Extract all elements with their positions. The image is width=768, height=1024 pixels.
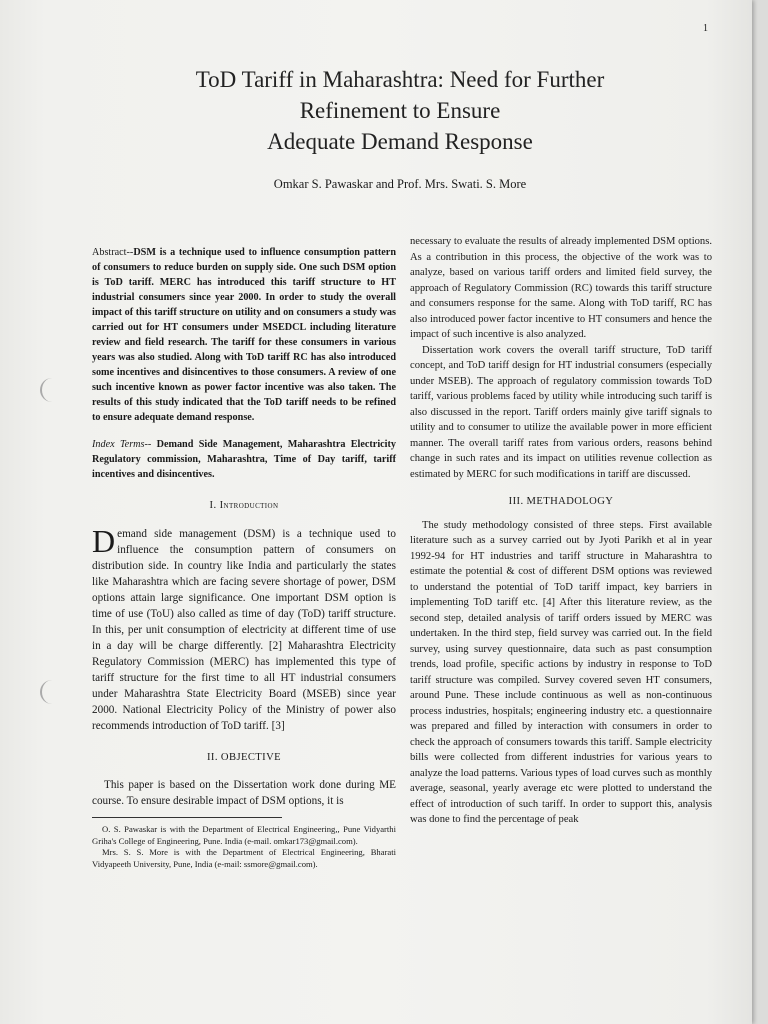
objective-paragraph-1: This paper is based on the Dissertation work done during ME course. To ensure desirable impact of DSM options, it is — [92, 779, 396, 807]
index-terms — [92, 437, 396, 482]
abstract-label: Abstract-- — [92, 247, 134, 258]
methodology-paragraph: The study methodology consisted of three steps. First available literature such as a survey carried out by Jyoti Parikh et al in year 1992-94 for HT industries and tariff structure in Maharashtra to estimate the potential & cost of different DSM options was reviewed to understand the potential of ToD tariff impact, key barriers in implementing ToD tariff etc. [4] After this literature review, as the second step, detailed analysis of tariff orders issued by MERC was undertaken. In the third step, field survey was carried out. In the field survey, using survey questionnaire, data such as past consumption trends, load profile, specific actions by industry in response to ToD tariff structure was compiled. Survey covered seven HT consumers, around Pune. These include continuous as well as non-continuous process industries, hospitals; engineering industry etc. a questionnaire was prepared and filled by interaction with consumers in order to check the approach of consumers towards this tariff. Sample electricity bills were collected from different industries for various years to analyze the load patterns. Various types of load curves such as monthly average, seasonal, yearly average etc were plotted to understand the effect of introduction of such tariff. In order to support this, analysis was done to find the percentage of peak — [410, 519, 712, 825]
introduction-text: emand side management (DSM) is a technique used to influence the consumption pattern of consumers on distribution side. In country like India and particularly the states like Maharashtra which are facing severe shortage of power, DSM options attain large significance. One important DSM option is time of use (ToU) also called as time of day (ToD) tariff structure. In this, per unit consumption of electricity at different time of use in a day will be charge differently. [2] Maharashtra Electricity Regulatory Commission (MERC) has implemented this type of tariff structure for the first time to all HT industrial consumers under Maharashtra State Electricity Board (MSEB) since year 2000. National Electricity Policy of the Ministry of power also recommends introduction of ToD tariff. [3] — [92, 527, 396, 732]
title-line-1: ToD Tariff in Maharashtra: Need for Further — [195, 67, 605, 92]
punch-hole-mark — [40, 680, 60, 704]
paper-authors: Omkar S. Pawaskar and Prof. Mrs. Swati. S. More — [273, 177, 527, 191]
footnote-1: O. S. Pawaskar is with the Department of Electrical Engineering,, Pune Vidyarthi Griha's College of Engineering, Pune. India (e-mail. omkar173@gmail.com). — [92, 824, 396, 846]
abstract — [92, 245, 396, 425]
left-column — [92, 245, 396, 870]
objective-heading: II. OBJECTIVE — [206, 751, 282, 763]
drop-cap: D — [92, 522, 116, 559]
title-line-2: Refinement to Ensure — [299, 98, 501, 123]
methodology-heading: III. METHADOLOGY — [508, 496, 614, 507]
abstract-text: DSM is a technique used to influence consumption pattern of consumers to reduce burden on supply side. One such DSM option is ToD tariff. MERC has introduced this tariff structure to HT industrial consumers since year 2000. In order to study the overall impact of this tariff structure on utility and on consumers a study was carried out for HT consumers under MSEDCL including literature review and field research. The tariff for these consumers in various years was also studied. Along with ToD tariff RC has also introduced some incentives and disincentives to those consumers. A review of one such incentive known as power factor incentive was also taken. The results of this study indicated that the ToD tariff needs to be refined to ensure adequate demand response. — [92, 247, 396, 423]
index-terms-text: Demand Side Management, Maharashtra Electricity Regulatory commission, Maharashtra, Time of Day tariff, tariff incentives and disincentives. — [92, 439, 396, 480]
introduction-paragraph — [92, 522, 396, 734]
right-column — [410, 234, 712, 828]
objective-paragraph-2: necessary to evaluate the results of already implemented DSM options. As a contribution in this process, the objective of the work was to analyze, based on various tariff orders and limited field survey, the approach of Regulatory Commission (RC) towards this tariff structure and consumers response for the same. Along with ToD tariff, RC has also introduced power factor incentive to HT consumers and hence the impact of such incentive is also analyzed. — [410, 236, 712, 340]
introduction-heading: I. Introduction — [209, 500, 279, 511]
index-terms-label: Index Terms-- — [92, 439, 152, 450]
footnote-2: Mrs. S. S. More is with the Department of Electrical Engineering, Bharati Vidyapeeth University, Pune, India (e-mail: ssmore@gmail.com). — [92, 847, 396, 869]
footnote-divider — [92, 817, 282, 818]
page-number: 1 — [703, 23, 708, 34]
title-line-3: Adequate Demand Response — [267, 129, 533, 154]
punch-hole-mark — [40, 378, 60, 402]
paper-title — [100, 64, 700, 157]
objective-paragraph-3: Dissertation work covers the overall tariff structure, ToD tariff concept, and ToD tariff design for HT industrial consumers (especially under MSEB). The approach of regulatory commission towards ToD tariff, various problems faced by utility while introducing such tariff is also discussed in the report. Tariff orders mainly give tariff signals to utility and to consumer to utilize the available power in more efficient manner. The overall tariff rates from various orders, reasons behind change in such rates and its impact on utilities revenue collection as estimated by MERC for such modifications in tariff are discussed. — [410, 344, 712, 480]
